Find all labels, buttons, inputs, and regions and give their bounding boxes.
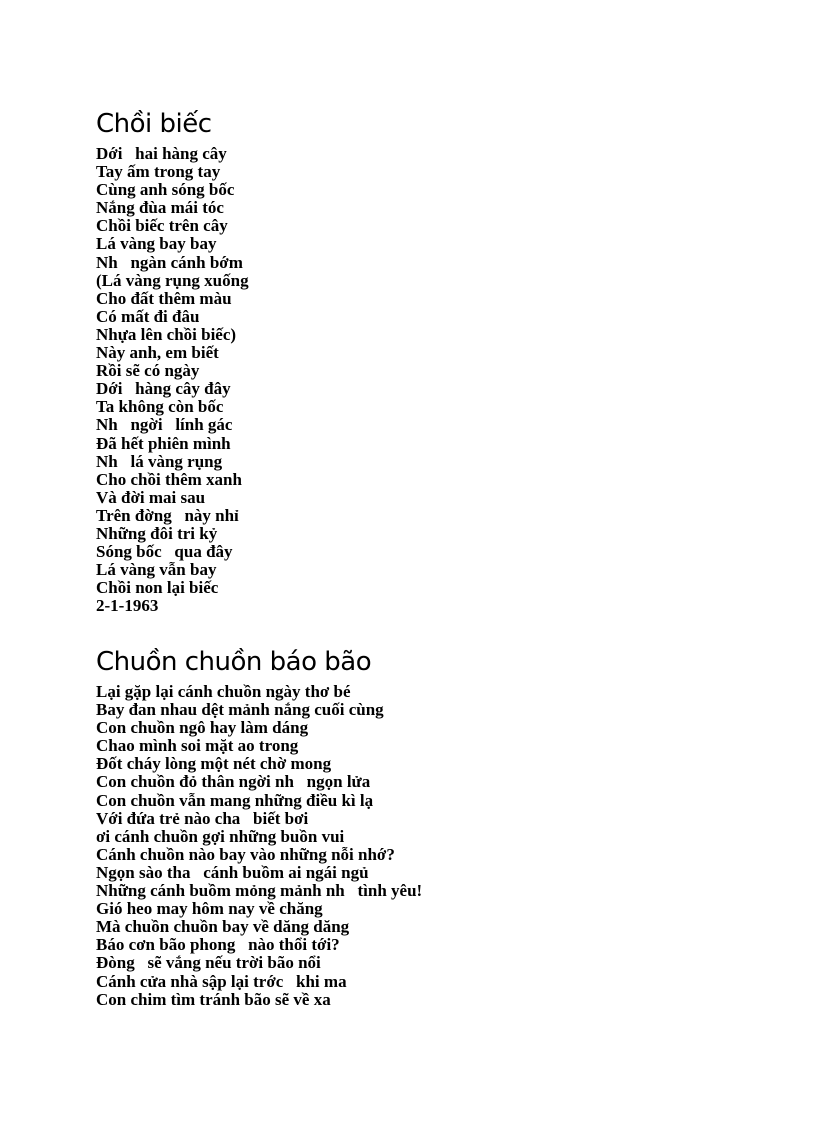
poem-line: Cho đất thêm màu: [96, 288, 232, 308]
poem-line: Nh ngàn cánh bớm: [96, 252, 243, 272]
poem-line: Lá vàng vẫn bay: [96, 560, 217, 580]
poem-line: Lá vàng bay bay: [96, 234, 217, 254]
poem-line: Con chuồn ngô hay làm dáng: [96, 718, 309, 738]
poem-line: Đòng sẽ vắng nếu trời bão nổi: [96, 953, 321, 973]
poem-line: Sóng bốc qua đây: [96, 542, 233, 562]
poem-line: Dới hai hàng cây: [96, 144, 227, 163]
poem-line: Đốt cháy lòng một nét chờ mong: [96, 754, 332, 774]
poem-line: Và đời mai sau: [96, 487, 206, 507]
poem-line: Cánh cửa nhà sập lại trớc khi ma: [96, 971, 347, 991]
poem-line: Con chuồn vẫn mang những điều kì lạ: [96, 790, 374, 810]
poem-line: Con chuồn đỏ thân ngời nh ngọn lửa: [96, 772, 371, 792]
poem-lines: [96, 145, 249, 615]
poem-line: Cho chồi thêm xanh: [96, 469, 242, 489]
poem-line: Nh ngời lính gác: [96, 415, 233, 435]
poem-line: Chao mình soi mặt ao trong: [96, 736, 299, 756]
poem-line: Có mất đi đâu: [96, 306, 200, 326]
poem-line: Dới hàng cây đây: [96, 379, 231, 399]
poem-line: Rồi sẽ có ngày: [96, 361, 200, 381]
poem-line: Với đứa trẻ nào cha biết bơi: [96, 808, 309, 828]
poem-line: (Lá vàng rụng xuống: [96, 270, 249, 290]
poem-title: Chồi biếc: [96, 109, 212, 139]
poem-lines: [96, 683, 422, 1009]
poem-line: Bay đan nhau dệt mảnh nắng cuối cùng: [96, 700, 384, 720]
poem-line: Con chim tìm tránh bão sẽ về xa: [96, 989, 331, 1009]
poem-line: Ta không còn bốc: [96, 397, 224, 417]
poem-line: Này anh, em biết: [96, 343, 219, 363]
poem-line: 2-1-1963: [96, 596, 159, 616]
poem-line: Lại gặp lại cánh chuồn ngày thơ bé: [96, 682, 351, 701]
poem-line: Mà chuồn chuồn bay về dăng dăng: [96, 917, 350, 937]
poem-line: Trên đờng này nhỉ: [96, 505, 239, 525]
poem-title: Chuồn chuồn báo bão: [96, 647, 372, 677]
poem-line: Ngọn sào tha cánh buồm ai ngái ngủ: [96, 862, 369, 882]
poem-line: Chồi biếc trên cây: [96, 216, 228, 236]
poem-line: ơi cánh chuồn gợi những buồn vui: [96, 826, 345, 846]
poem-line: Nhựa lên chồi biếc): [96, 324, 237, 344]
poem-choi-biec: [96, 107, 249, 615]
poem-line: Báo cơn bão phong nào thổi tới?: [96, 935, 340, 955]
poem-line: Đã hết phiên mình: [96, 433, 231, 453]
poem-line: Cánh chuồn nào bay vào những nỗi nhớ?: [96, 844, 395, 864]
poem-line: Nắng đùa mái tóc: [96, 198, 224, 218]
poem-line: Gió heo may hôm nay về chăng: [96, 899, 323, 919]
poem-line: Chồi non lại biếc: [96, 578, 219, 598]
poem-line: Nh lá vàng rụng: [96, 451, 223, 471]
poem-line: Tay ấm trong tay: [96, 162, 221, 182]
poem-chuon-chuon-bao-bao: [96, 645, 422, 1009]
poem-line: Cùng anh sóng bốc: [96, 180, 235, 200]
poem-line: Những đôi tri kỷ: [96, 523, 218, 543]
poem-line: Những cánh buồm mỏng mảnh nh tình yêu!: [96, 881, 423, 901]
